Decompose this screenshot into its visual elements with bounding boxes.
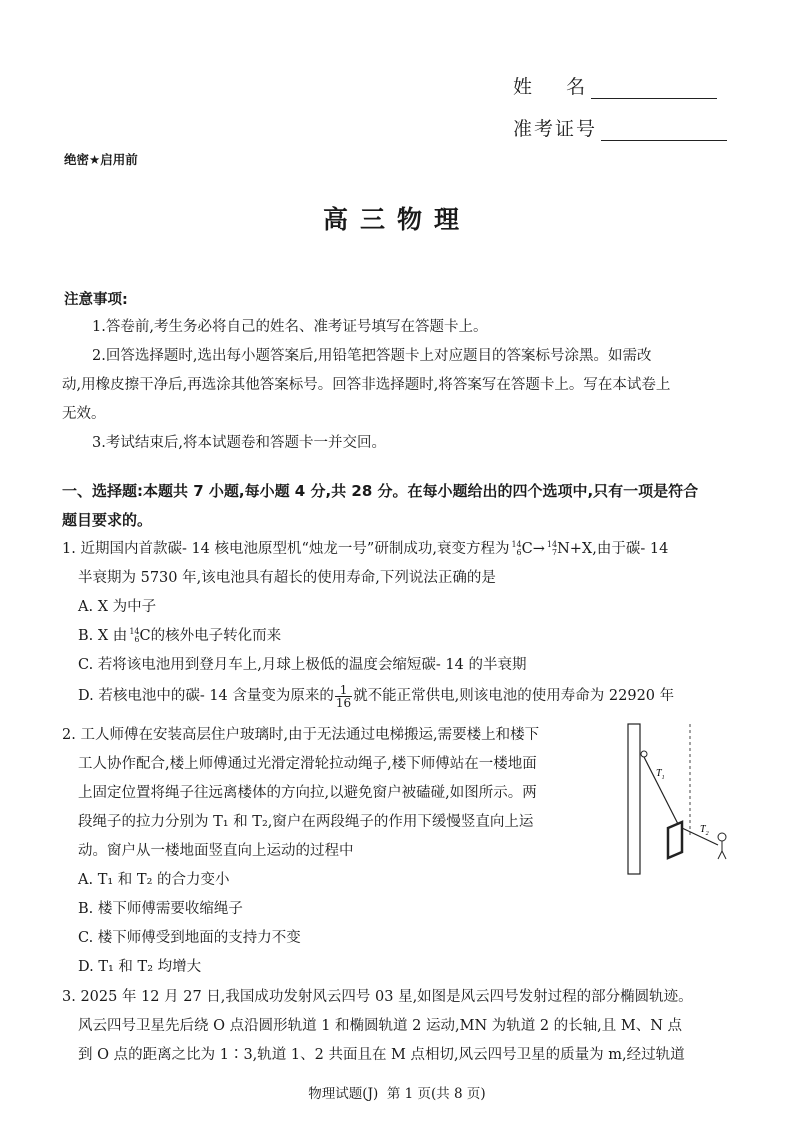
q3-line3: 到 O 点的距离之比为 1∶3,轨道 1、2 共面且在 M 点相切,风云四号卫星的质量为 m,经过轨道 [78,1047,685,1063]
notice-item-2-line1: 2.回答选择题时,选出每小题答案后,用铅笔把答题卡上对应题目的答案标号涂黑。如需改 [92,348,652,364]
pulley-icon [641,751,647,757]
window-icon [668,822,682,858]
secret-label: 绝密★启用前 [64,152,138,167]
name-field [513,72,717,99]
notice-heading: 注意事项: [64,292,128,308]
q1-option-b [78,622,281,651]
page-footer: 物理试题(J) 第 1 页(共 8 页) [308,1086,486,1102]
name-label: 姓 名 [513,76,588,98]
notice-item-2-line2: 动,用橡皮擦干净后,再选涂其他答案标号。回答非选择题时,将答案写在答题卡上。写在本试卷上 [62,377,671,393]
worker-leg-right [722,851,726,859]
q2-option-a: A. T₁ 和 T₂ 的合力变小 [78,872,230,888]
q1-stem-line1 [62,535,668,564]
q1-nuclide-n: 14 7 [546,540,558,557]
notice-item-1: 1.答卷前,考生务必将自己的姓名、准考证号填写在答题卡上。 [92,319,488,335]
q2-option-b: B. 楼下师傅需要收缩绳子 [78,901,243,917]
q1-nuclide-c: 14 6 [511,540,522,557]
exam-id-underline [601,122,727,141]
worker-head-icon [718,833,726,841]
building-wall [628,724,640,874]
q2-line5: 动。窗户从一楼地面竖直向上运动的过程中 [78,843,354,859]
q1-symbol-n: N [557,541,570,557]
notice-item-2-line3: 无效。 [62,406,106,422]
label-t2: $T_2$ [700,824,709,837]
q1-stem-text: 1. 近期国内首款碳- 14 核电池原型机“烛龙一号”研制成功,衰变方程为 [62,541,510,557]
q2-option-d: D. T₁ 和 T₂ 均增大 [78,959,202,975]
q1-opt-b-nuclide: 14 6 [129,627,140,644]
q1-opt-d-post: 就不能正常供电,则该电池的使用寿命为 22920 年 [353,688,675,704]
name-underline [591,80,717,99]
q1-opt-b-pre: B. X 由 [78,628,128,644]
section1-line1: 一、选择题:本题共 7 小题,每小题 4 分,共 28 分。在每小题给出的四个选项中,只有一项是符合 [62,482,699,500]
exam-id-field [513,114,727,141]
q1-symbol-c: C [521,541,533,557]
section1-line2: 题目要求的。 [62,511,153,529]
q2-figure [620,718,740,878]
notice-item-3: 3.考试结束后,将本试题卷和答题卡一并交回。 [92,435,386,451]
q2-line3: 上固定位置将绳子往远离楼体的方向拉,以避免窗户被磕碰,如图所示。两 [78,785,537,801]
q1-option-a: A. X 为中子 [78,599,157,615]
q1-arrow: → [532,541,545,557]
q2-line4: 段绳子的拉力分别为 T₁ 和 T₂,窗户在两段绳子的作用下缓慢竖直向上运 [78,814,534,830]
q1-opt-b-post: 的核外电子转化而来 [150,628,282,644]
q3-line2: 风云四号卫星先后绕 O 点沿圆形轨道 1 和椭圆轨道 2 运动,MN 为轨道 2 的长轴,且 M、N 点 [78,1018,683,1034]
q1-option-d [78,682,674,711]
page-title: 高三物理 [322,205,471,234]
label-t1: $T_1$ [656,768,665,781]
q2-option-c: C. 楼下师傅受到地面的支持力不变 [78,930,301,946]
q1-stem-line2: 半衰期为 5730 年,该电池具有超长的使用寿命,下列说法正确的是 [78,570,496,586]
q3-line1: 3. 2025 年 12 月 27 日,我国成功发射风云四号 03 星,如图是风云四号发射过程的部分椭圆轨迹。 [62,989,693,1005]
exam-id-label: 准考证号 [513,118,598,140]
q1-opt-d-pre: D. 若核电池中的碳- 14 含量变为原来的 [78,688,334,704]
q2-line1: 2. 工人师傅在安装高层住户玻璃时,由于无法通过电梯搬运,需要楼上和楼下 [62,727,540,743]
q2-line2: 工人协作配合,楼上师傅通过光滑定滑轮拉动绳子,楼下师傅站在一楼地面 [78,756,537,772]
worker-leg-left [718,851,722,859]
q1-fraction: $\frac{1}{16}$ [335,682,352,710]
q1-eq-tail: +X,由于碳- 14 [569,541,669,557]
q1-opt-b-symbol: C [139,628,151,644]
q1-option-c: C. 若将该电池用到登月车上,月球上极低的温度会缩短碳- 14 的半衰期 [78,657,527,673]
